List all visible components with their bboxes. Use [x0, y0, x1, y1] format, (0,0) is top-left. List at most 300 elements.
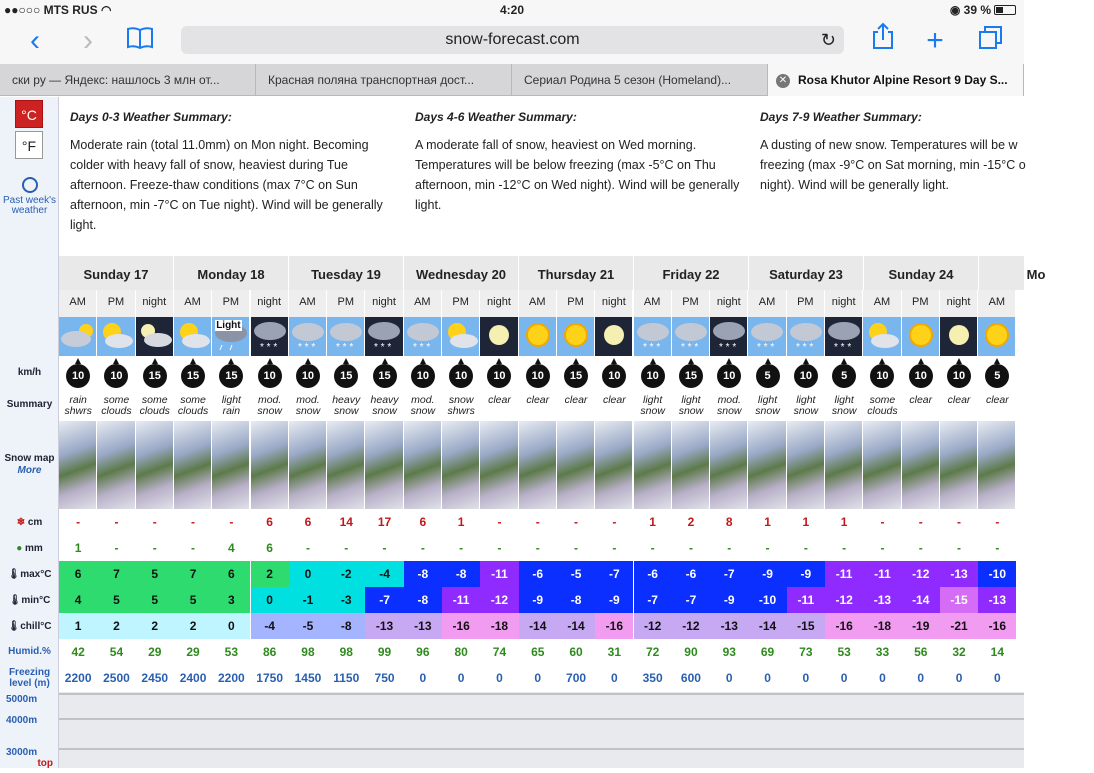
humidity-value: 32: [952, 645, 966, 659]
tab-label: Сериал Родина 5 сезон (Homeland)...: [524, 73, 732, 87]
chill-temp-value: 2: [174, 613, 212, 639]
day-header: Saturday 23: [749, 256, 864, 290]
battery-label: 39 %: [963, 3, 991, 17]
rain-mm-value: -: [995, 541, 1000, 555]
snow-cm-value: 17: [377, 515, 392, 529]
period-label: PM: [442, 290, 480, 317]
summary-text: some clouds: [177, 394, 209, 417]
max-temp-value: 7: [97, 561, 135, 587]
rain-icon: ●: [16, 543, 23, 554]
fahrenheit-button[interactable]: °F: [15, 131, 43, 159]
summary-text: clear: [985, 394, 1009, 406]
rain-mm-value: -: [459, 541, 464, 555]
tabs-overview-icon[interactable]: [975, 22, 1007, 60]
humidity-value: 54: [109, 645, 124, 659]
thermometer-icon: 🌡: [8, 595, 22, 606]
more-link[interactable]: More: [17, 465, 42, 476]
humidity-value: 90: [684, 645, 698, 659]
rain-label: mm: [25, 543, 43, 554]
snow-map-thumb: [557, 421, 595, 509]
rain-mm-value: -: [803, 541, 808, 555]
wind-arrow-icon: [870, 364, 894, 388]
snow-cm-value: 6: [266, 515, 273, 529]
max-temp-value: -7: [710, 561, 748, 587]
wind-arrow-icon: [717, 364, 741, 388]
rain-mm-value: 6: [266, 541, 273, 555]
rain-mm-value: -: [382, 541, 387, 555]
forward-icon[interactable]: ›: [83, 24, 93, 57]
snow-cm-value: 1: [764, 515, 771, 529]
wind-value: 15: [378, 370, 391, 382]
url-text: snow-forecast.com: [445, 31, 580, 48]
summary-block: [70, 107, 405, 235]
wind-label: km/h: [17, 367, 42, 378]
wind-value: 15: [340, 370, 353, 382]
wind-value: 10: [646, 370, 659, 382]
summary-text: mod. snow: [716, 394, 742, 417]
min-temp-value: -11: [787, 587, 825, 613]
freezing-level-value: 600: [680, 671, 701, 685]
chill-label: chill°C: [20, 621, 52, 632]
summary-text: clear: [909, 394, 933, 406]
max-temp-value: 6: [59, 561, 97, 587]
min-temp-value: -9: [519, 587, 557, 613]
browser-tab[interactable]: [512, 64, 768, 96]
rain-mm-value: -: [497, 541, 502, 555]
period-label: night: [595, 290, 633, 317]
freezing-level-value: 0: [917, 671, 925, 685]
summary-title: Days 0-3 Weather Summary:: [70, 110, 232, 124]
close-tab-icon[interactable]: ✕: [776, 74, 790, 88]
svg-text:* * *: * * *: [757, 342, 775, 353]
rain-mm-value: -: [152, 541, 157, 555]
min-temp-value: -8: [404, 587, 442, 613]
min-temp-value: 5: [174, 587, 212, 613]
chill-temp-value: -14: [748, 613, 786, 639]
chill-temp-value: -21: [940, 613, 978, 639]
summary-text: clear: [488, 394, 511, 406]
moon-icon: [940, 317, 978, 356]
wind-value: 10: [531, 370, 544, 382]
past-weather-label: Past week's weather: [2, 195, 57, 216]
wind-value: 15: [684, 370, 698, 382]
max-temp-value: -5: [557, 561, 595, 587]
chill-temp-value: -14: [519, 613, 557, 639]
summary-text: light rain: [221, 394, 241, 417]
min-temp-value: 3: [212, 587, 250, 613]
freezing-level-value: 2400: [179, 671, 207, 685]
wind-value: 15: [148, 370, 161, 382]
icon-caption: Light: [216, 320, 241, 331]
celsius-button[interactable]: °C: [15, 100, 43, 128]
max-temp-value: -8: [442, 561, 480, 587]
browser-tab[interactable]: [256, 64, 512, 96]
svg-text:* * *: * * *: [680, 342, 699, 353]
humidity-value: 14: [990, 645, 1005, 659]
clock: 4:20: [499, 3, 525, 17]
snow-map-thumb: [365, 421, 403, 509]
snow-map-thumb: [978, 421, 1016, 509]
day-header: Mo: [979, 256, 1094, 290]
snow-map-thumb: [59, 421, 97, 509]
tab-label: ски ру — Яндекс: нашлось 3 млн от...: [12, 73, 220, 87]
freezing-level-value: 0: [610, 671, 618, 685]
past-weather-link[interactable]: [0, 177, 59, 216]
period-label: PM: [672, 290, 710, 317]
freezing-level-value: 0: [840, 671, 848, 685]
humidity-value: 31: [607, 645, 622, 659]
snow-map-thumb: [212, 421, 250, 509]
url-bar[interactable]: [181, 26, 844, 54]
carrier-label: MTS RUS: [43, 3, 98, 17]
chill-temp-value: 1: [59, 613, 97, 639]
max-temp-value: -11: [825, 561, 863, 587]
rain-mm-value: -: [612, 541, 617, 555]
wind-arrow-icon: [909, 364, 933, 388]
clock-icon: [22, 177, 38, 193]
wind-arrow-icon: [487, 364, 511, 388]
altitude-label: 3000m: [6, 747, 38, 758]
rain-mm-value: -: [765, 541, 770, 555]
freezing-level-value: 0: [955, 671, 963, 685]
rain-mm-value: -: [688, 541, 693, 555]
period-label: AM: [404, 290, 442, 317]
summary-text: A moderate fall of snow, heaviest on Wed morning. Temperatures will be below freezing (max -5°C on Thu afternoon, min -12°C on Wed night). Wind will be generally light.: [415, 138, 740, 212]
humidity-value: 42: [71, 645, 85, 659]
snow-map-thumb: [940, 421, 978, 509]
wind-arrow-icon: [602, 364, 626, 388]
cloud-snow-icon: [787, 317, 825, 356]
period-label: night: [251, 290, 289, 317]
max-temp-value: 2: [251, 561, 289, 587]
humidity-value: 33: [875, 645, 890, 659]
moon-icon: [480, 317, 518, 356]
snow-cm-value: -: [497, 515, 502, 529]
day-header: Friday 22: [634, 256, 749, 290]
wind-value: 10: [799, 370, 812, 382]
freezing-level-chart: [59, 692, 1024, 768]
wind-arrow-icon: [756, 364, 780, 388]
freezing-level-label: Freezing level (m): [8, 667, 51, 689]
sun-icon: [557, 317, 595, 356]
rotation-lock-icon: ◉: [949, 3, 961, 17]
min-temp-value: -12: [480, 587, 518, 613]
sun-icon: [519, 317, 557, 356]
summary-text: mod. snow: [257, 394, 282, 417]
max-temp-value: 0: [289, 561, 327, 587]
rain-mm-value: -: [305, 541, 310, 555]
snow-cm-value: -: [918, 515, 923, 529]
sun-cloud-icon: [97, 317, 135, 356]
snow-map-thumb: [519, 421, 557, 509]
thermometer-icon: 🌡: [7, 569, 21, 580]
max-temp-value: 7: [174, 561, 212, 587]
day-header: Thursday 21: [519, 256, 634, 290]
min-temp-value: 4: [59, 587, 97, 613]
min-temp-value: -7: [365, 587, 403, 613]
min-temp-value: -12: [825, 587, 863, 613]
wind-value: 5: [841, 370, 848, 382]
freezing-level-value: 750: [374, 671, 395, 685]
snow-cm-value: 2: [687, 515, 695, 529]
summary-text: mod. snow: [295, 394, 321, 417]
tab-strip: [0, 64, 1024, 96]
wifi-icon: ◠: [100, 3, 112, 17]
wind-value: 10: [493, 370, 506, 382]
snow-cm-value: -: [574, 515, 579, 529]
rain-mm-value: -: [420, 541, 425, 555]
wind-value: 5: [764, 370, 771, 382]
summary-text: some clouds: [867, 394, 898, 417]
snow-cm-value: -: [229, 515, 234, 529]
sun-cloud-icon: [174, 317, 212, 356]
wind-arrow-icon: [679, 364, 703, 388]
min-temp-value: -15: [940, 587, 978, 613]
summary-block: [760, 107, 1030, 195]
freezing-level-value: 1750: [256, 671, 283, 685]
cloud-snow-icon: [634, 317, 672, 356]
chill-temp-value: -13: [404, 613, 442, 639]
cloud-snow-icon: [748, 317, 786, 356]
period-label: night: [940, 290, 978, 317]
humidity-value: 29: [148, 645, 162, 659]
svg-text:* * *: * * *: [834, 342, 852, 353]
min-temp-value: -7: [672, 587, 710, 613]
humidity-value: 53: [224, 645, 239, 659]
chill-temp-value: -12: [634, 613, 672, 639]
period-label: PM: [787, 290, 825, 317]
min-temp-value: 5: [97, 587, 135, 613]
freezing-level-value: 1150: [333, 671, 360, 685]
share-icon[interactable]: [868, 22, 898, 60]
wind-value: 10: [263, 370, 276, 382]
snow-cm-value: -: [957, 515, 962, 529]
chill-temp-value: -8: [327, 613, 365, 639]
new-tab-icon[interactable]: +: [926, 24, 944, 57]
summary-text: Moderate rain (total 11.0mm) on Mon night. Becoming colder with heavy fall of snow, heaviest during Tue afternoon. Freeze-thaw conditions (max 7°C on Sun afternoon, min -7°C on Tue night). Wind will be generally light.: [70, 138, 383, 232]
snow-cm-value: -: [612, 515, 617, 529]
chill-temp-value: -16: [595, 613, 633, 639]
humidity-value: 93: [722, 645, 736, 659]
wind-value: 10: [876, 370, 889, 382]
chill-temp-value: -18: [480, 613, 518, 639]
cloud-snow-icon: [327, 317, 365, 356]
period-label: AM: [748, 290, 786, 317]
max-temp-value: 6: [212, 561, 250, 587]
snow-map-label: Snow map: [4, 453, 55, 464]
max-temp-value: -4: [365, 561, 403, 587]
sun-icon: [902, 317, 940, 356]
chill-temp-value: -16: [825, 613, 863, 639]
rain-mm-value: 4: [227, 541, 235, 555]
min-temp-value: -13: [863, 587, 901, 613]
period-label: AM: [863, 290, 901, 317]
period-label: AM: [519, 290, 557, 317]
period-label: AM: [634, 290, 672, 317]
period-label: AM: [289, 290, 327, 317]
browser-tab-active[interactable]: [768, 64, 1024, 96]
svg-text:* * *: * * *: [374, 342, 392, 353]
snow-map-thumb: [672, 421, 710, 509]
chill-temp-value: -4: [251, 613, 289, 639]
summary-text: some clouds: [139, 394, 170, 417]
snow-map-thumb: [251, 421, 289, 509]
reload-icon[interactable]: ↻: [820, 30, 836, 50]
period-label: night: [710, 290, 748, 317]
bookmarks-icon[interactable]: [122, 22, 158, 60]
max-label: max°C: [20, 569, 52, 580]
humidity-value: 96: [416, 645, 430, 659]
summary-text: clear: [564, 394, 588, 406]
humidity-value: 74: [492, 645, 507, 659]
humidity-value: 65: [531, 645, 545, 659]
summary-text: clear: [526, 394, 550, 406]
sun-cloud-icon: [442, 317, 480, 356]
snow-cm-value: -: [114, 515, 119, 529]
chill-temp-value: -19: [902, 613, 940, 639]
browser-toolbar: [0, 20, 1024, 64]
chill-temp-value: 2: [136, 613, 174, 639]
summary-text: clear: [602, 394, 626, 406]
snow-cm-value: 6: [304, 515, 312, 529]
period-label: AM: [59, 290, 97, 317]
humidity-value: 73: [799, 645, 813, 659]
moon-icon: [595, 317, 633, 356]
wind-value: 10: [608, 370, 621, 382]
humidity-value: 86: [262, 645, 277, 659]
svg-text:* * *: * * *: [719, 342, 737, 353]
wind-arrow-icon: [181, 364, 205, 388]
min-temp-value: -8: [557, 587, 595, 613]
freezing-level-value: 2200: [217, 671, 245, 685]
snow-map-thumb: [902, 421, 940, 509]
wind-arrow-icon: [449, 364, 473, 388]
browser-tab[interactable]: [0, 64, 256, 96]
sun-icon: [978, 317, 1016, 356]
snow-map-thumb: [634, 421, 672, 509]
svg-text:* * *: * * *: [412, 342, 430, 353]
max-temp-value: -9: [748, 561, 786, 587]
humidity-value: 53: [837, 645, 851, 659]
wind-arrow-icon: [219, 364, 243, 388]
summary-text: heavy snow: [370, 394, 399, 417]
svg-text:* * *: * * *: [259, 342, 277, 353]
day-header: Monday 18: [174, 256, 289, 290]
snow-map-thumb: [442, 421, 480, 509]
cloud-snow-icon: [672, 317, 710, 356]
snow-map-thumb: [595, 421, 633, 509]
light-rain-icon: [212, 317, 250, 356]
humidity-value: 69: [760, 645, 775, 659]
day-header: Sunday 24: [864, 256, 979, 290]
battery-icon: [994, 5, 1016, 15]
wind-arrow-icon: [334, 364, 358, 388]
period-label: night: [365, 290, 403, 317]
sidebar: [0, 97, 59, 768]
humidity-value: 56: [914, 645, 928, 659]
top-label: top: [37, 758, 53, 769]
altitude-label: 4000m: [6, 715, 38, 726]
max-temp-value: -12: [902, 561, 940, 587]
sun-cloud-icon: [863, 317, 901, 356]
chill-temp-value: -13: [365, 613, 403, 639]
summary-block: [415, 107, 750, 215]
period-label: PM: [97, 290, 135, 317]
period-label: PM: [212, 290, 250, 317]
chill-temp-value: -18: [863, 613, 901, 639]
wind-arrow-icon: [564, 364, 588, 388]
rain-mm-value: -: [957, 541, 962, 555]
rain-mm-value: -: [344, 541, 349, 555]
min-temp-value: -11: [442, 587, 480, 613]
chill-temp-value: 0: [212, 613, 250, 639]
snow-map-thumb: [136, 421, 174, 509]
snow-cm-value: 6: [419, 515, 427, 529]
rain-mm-value: -: [191, 541, 196, 555]
cloud-night-snow-icon: [365, 317, 403, 356]
freezing-level-value: 0: [496, 671, 503, 685]
snow-cm-value: 14: [339, 515, 353, 529]
forecast-table: [59, 256, 1046, 768]
wind-arrow-icon: [794, 364, 818, 388]
snow-cm-value: -: [152, 515, 157, 529]
snow-cm-value: -: [880, 515, 885, 529]
snow-map-thumb: [748, 421, 786, 509]
snow-map-thumb: [825, 421, 863, 509]
humidity-label: Humid.%: [8, 646, 51, 657]
min-temp-value: -9: [710, 587, 748, 613]
wind-value: 10: [914, 370, 927, 382]
humidity-value: 72: [645, 645, 660, 659]
chill-temp-value: -5: [289, 613, 327, 639]
day-header: Sunday 17: [59, 256, 174, 290]
wind-value: 10: [72, 370, 85, 382]
min-label: min°C: [21, 595, 51, 606]
freezing-level-value: 0: [534, 671, 542, 685]
freezing-level-value: 350: [642, 671, 663, 685]
wind-value: 5: [994, 370, 1001, 382]
wind-arrow-icon: [296, 364, 320, 388]
day-header: Wednesday 20: [404, 256, 519, 290]
wind-arrow-icon: [947, 364, 971, 388]
back-icon[interactable]: ‹: [30, 24, 40, 57]
period-label: PM: [902, 290, 940, 317]
min-temp-value: -7: [634, 587, 672, 613]
summary-text: light snow: [793, 394, 819, 417]
min-temp-value: -3: [327, 587, 365, 613]
snow-cm-value: 8: [725, 515, 733, 529]
day-header: Tuesday 19: [289, 256, 404, 290]
summary-text: heavy snow: [332, 394, 361, 417]
snow-cm-value: -: [535, 515, 540, 529]
snow-map-thumb: [404, 421, 442, 509]
wind-value: 10: [110, 370, 123, 382]
summary-text: mod. snow: [410, 394, 436, 417]
rain-mm-value: -: [918, 541, 923, 555]
min-temp-value: -1: [289, 587, 327, 613]
max-temp-value: -11: [480, 561, 518, 587]
cloud-night-snow-icon: [825, 317, 863, 356]
snow-cm-value: 1: [840, 515, 848, 529]
wind-value: 10: [952, 370, 966, 382]
cloud-sun-icon: [59, 317, 97, 356]
summary-text: light snow: [678, 394, 704, 417]
cloud-snow-icon: [289, 317, 327, 356]
wind-value: 10: [301, 370, 315, 382]
freezing-level-value: 1450: [294, 671, 322, 685]
humidity-value: 98: [339, 645, 353, 659]
summary-text: light snow: [755, 394, 780, 417]
